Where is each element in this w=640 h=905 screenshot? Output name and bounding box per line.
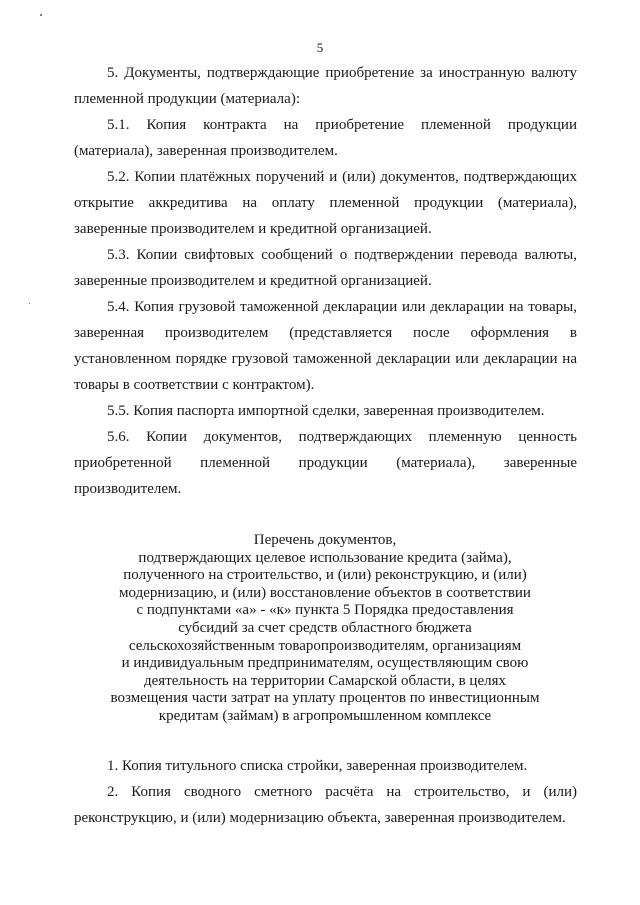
paragraph-5-5: 5.5. Копия паспорта импортной сделки, заверенная производителем. bbox=[107, 403, 545, 419]
heading-line: и индивидуальным предпринимателям, осуществляющим свою bbox=[121, 655, 529, 672]
page-number: 5 bbox=[316, 40, 324, 55]
paragraph-5-4: 5.4. Копия грузовой таможенной декларации или декларации на товары, заверенная производителем (представляется после оформления в установленном порядке грузовой таможенной декларации или декларации на товары в соответствии с контрактом). bbox=[74, 299, 577, 393]
list-item-1: 1. Копия титульного списка стройки, заверенная производителем. bbox=[107, 758, 528, 774]
heading-line: возмещения части затрат на уплату процентов по инвестиционным bbox=[110, 690, 540, 707]
heading-line: субсидий за счет средств областного бюджета bbox=[178, 619, 472, 636]
paragraph-5-1: 5.1. Копия контракта на приобретение племенной продукции (материала), заверенная производителем. bbox=[74, 117, 577, 159]
scan-speck bbox=[29, 303, 30, 304]
scan-speck bbox=[40, 14, 42, 16]
paragraph-5: 5. Документы, подтверждающие приобретение за иностранную валюту племенной продукции (материала): bbox=[74, 65, 577, 107]
paragraph-5-6: 5.6. Копии документов, подтверждающих племенную ценность приобретенной племенной продукции (материала), заверенные производителем. bbox=[74, 429, 577, 497]
document-list bbox=[74, 753, 577, 831]
heading-line: сельскохозяйственным товаропроизводителям, организациям bbox=[128, 637, 522, 654]
heading-line: подтверждающих целевое использование кредита (займа), bbox=[138, 549, 512, 566]
heading-line: кредитам (займам) в агропромышленном комплексе bbox=[158, 707, 492, 724]
heading-line: с подпунктами «а» - «к» пункта 5 Порядка предоставления bbox=[136, 602, 514, 619]
heading-line: деятельность на территории Самарской области, в целях bbox=[144, 672, 506, 689]
heading-line: Перечень документов, bbox=[253, 532, 397, 548]
heading-line: модернизацию, и (или) восстановление объектов в соответствии bbox=[119, 584, 531, 601]
heading-line: полученного на строительство, и (или) реконструкцию, и (или) bbox=[123, 567, 527, 584]
paragraph-5-2: 5.2. Копии платёжных поручений и (или) документов, подтверждающих открытие аккредитива на оплату племенной продукции (материала), заверенные производителем и кредитной организацией. bbox=[74, 169, 577, 237]
paragraph-5-3: 5.3. Копии свифтовых сообщений о подтверждении перевода валюты, заверенные производителем и кредитной организацией. bbox=[74, 247, 577, 289]
section-5-paragraphs bbox=[74, 60, 577, 502]
document-list-heading bbox=[90, 532, 560, 726]
list-item-2: 2. Копия сводного сметного расчёта на строительство, и (или) реконструкцию, и (или) модернизацию объекта, заверенная производителем. bbox=[74, 784, 577, 826]
